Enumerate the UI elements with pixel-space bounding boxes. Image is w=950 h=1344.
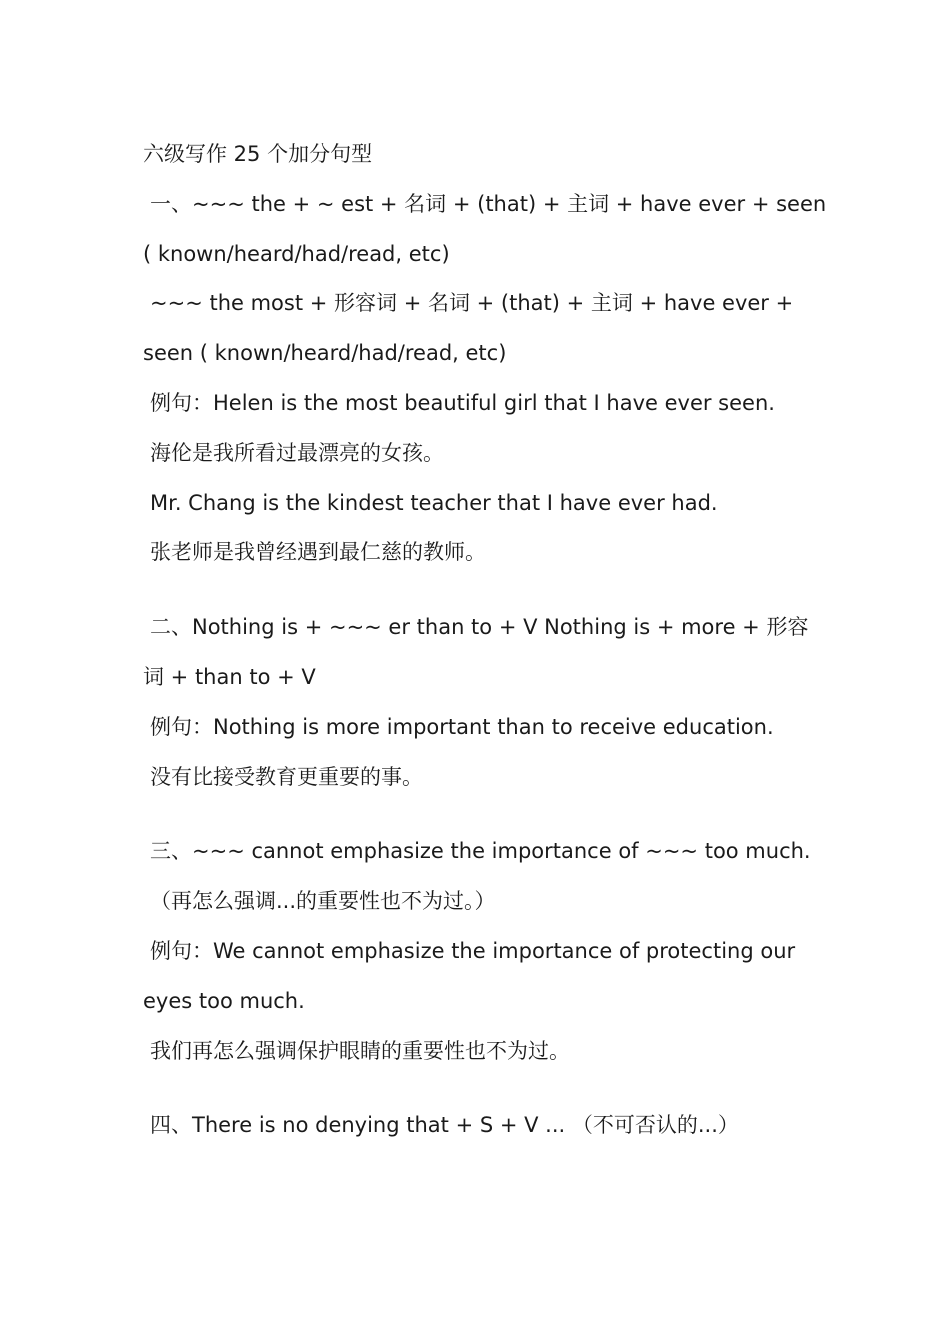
section-4-heading: 四、There is no denying that + S + V ... （不可否认的...） [150, 1113, 739, 1138]
section-gap [143, 1076, 808, 1101]
document-body [143, 130, 827, 1151]
section-2-heading: 二、Nothing is + ~~~ er than to + V Nothing is + more + 形容 [150, 615, 809, 640]
section-2-heading-cont: 词 + than to + V [143, 664, 316, 689]
section-1-example-2: Mr. Chang is the kindest teacher that I have ever had. [150, 490, 718, 515]
section-3-heading: 三、~~~ cannot emphasize the importance of ~~~ too much. [150, 839, 811, 864]
section-3-example-cont: eyes too much. [143, 988, 305, 1013]
section-3-note: （再怎么强调...的重要性也不为过。） [150, 889, 496, 914]
section-3-translation: 我们再怎么强调保护眼睛的重要性也不为过。 [150, 1038, 570, 1063]
section-3-example: 例句：We cannot emphasize the importance of protecting our [150, 938, 796, 963]
section-1-heading: 一、~~~ the + ~ est + 名词 + (that) + 主词 + have ever + seen [150, 191, 827, 216]
section-1-heading-cont: ( known/heard/had/read, etc) [143, 241, 450, 266]
section-gap [143, 578, 808, 603]
section-1-pattern-2: ~~~ the most + 形容词 + 名词 + (that) + 主词 + have ever + [150, 291, 794, 316]
section-1-pattern-2-cont: seen ( known/heard/had/read, etc) [143, 341, 507, 366]
section-2-example: 例句：Nothing is more important than to receive education. [150, 714, 774, 739]
document-title: 六级写作 25 个加分句型 [143, 142, 373, 166]
section-gap [143, 802, 808, 827]
section-1-example-1: 例句：Helen is the most beautiful girl that I have ever seen. [150, 390, 775, 415]
section-1-translation-2: 张老师是我曾经遇到最仁慈的教师。 [150, 540, 486, 565]
section-2-translation: 没有比接受教育更重要的事。 [150, 764, 423, 789]
section-1-translation-1: 海伦是我所看过最漂亮的女孩。 [150, 440, 444, 465]
